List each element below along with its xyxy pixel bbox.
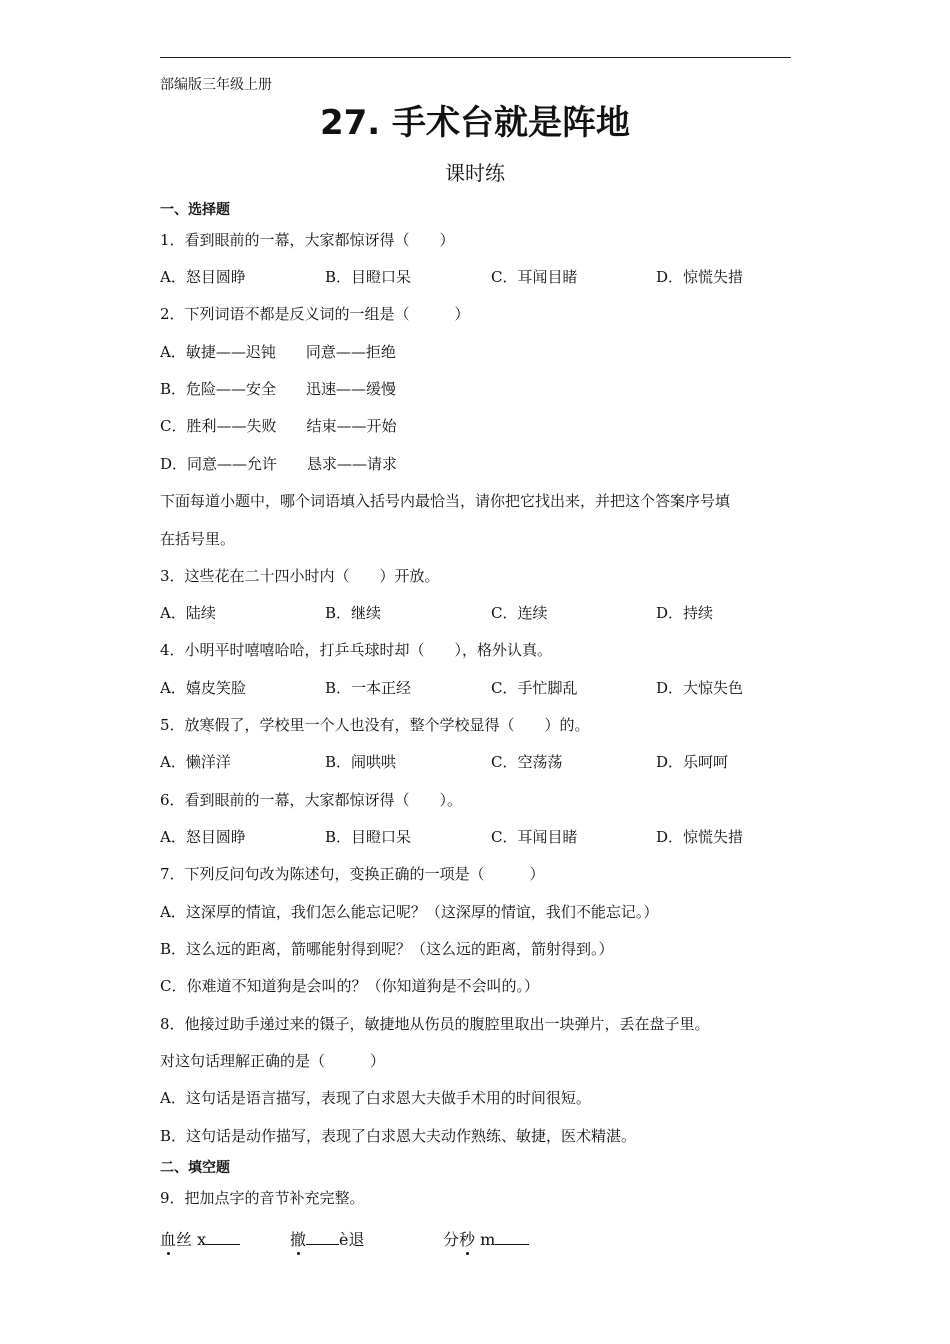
- pinyin-item-3-dotted-char: 秒: [459, 1230, 476, 1249]
- question-4-option-a[interactable]: A．嬉皮笑脸: [160, 679, 246, 697]
- question-1-option-d[interactable]: D．惊慌失措: [656, 268, 744, 286]
- question-4-option-b[interactable]: B．一本正经: [325, 679, 412, 697]
- question-3-option-d[interactable]: D．持续: [656, 604, 714, 622]
- question-8-option-b[interactable]: B．这句话是动作描写，表现了白求恩大夫动作熟练、敏捷，医术精湛。: [160, 1127, 637, 1145]
- question-1-option-c[interactable]: C．耳闻目睹: [491, 268, 578, 286]
- header-rule: [160, 57, 791, 58]
- question-3-stem: 3．这些花在二十四小时内（ ）开放。: [160, 567, 440, 585]
- question-3-option-a[interactable]: A．陆续: [160, 604, 216, 622]
- question-5-option-d[interactable]: D．乐呵呵: [656, 753, 729, 771]
- pinyin-item-1-dotted-char: 血: [160, 1230, 177, 1249]
- pinyin-item-2: [290, 1229, 365, 1250]
- pinyin-item-2-blank[interactable]: [306, 1229, 339, 1245]
- pinyin-item-3: [443, 1229, 529, 1250]
- pinyin-item-1-mid: 丝 x: [176, 1230, 207, 1249]
- section-choice-heading: 一、选择题: [160, 202, 230, 218]
- page-subtitle: 课时练: [445, 161, 505, 185]
- question-4-option-c[interactable]: C．手忙脚乱: [491, 679, 578, 697]
- question-2-stem: 2．下列词语不都是反义词的一组是（ ）: [160, 305, 470, 323]
- pinyin-item-3-pre: 分: [443, 1230, 460, 1249]
- question-6-option-d[interactable]: D．惊慌失措: [656, 828, 744, 846]
- question-2-option-b[interactable]: B．危险——安全 迅速——缓慢: [160, 380, 397, 398]
- question-5-option-c[interactable]: C．空荡荡: [491, 753, 563, 771]
- pinyin-item-2-dotted-char: 撤: [290, 1230, 307, 1249]
- pinyin-item-3-mid: m: [475, 1230, 496, 1249]
- question-9-stem: 9．把加点字的音节补充完整。: [160, 1189, 365, 1207]
- instruction-line-2: 在括号里。: [160, 530, 236, 548]
- question-8-stem-2: 对这句话理解正确的是（ ）: [160, 1052, 386, 1070]
- question-7-option-a[interactable]: A．这深厚的情谊，我们怎么能忘记呢？（这深厚的情谊，我们不能忘记。）: [160, 903, 659, 921]
- pinyin-item-3-blank[interactable]: [495, 1229, 529, 1245]
- question-7-option-c[interactable]: C．你难道不知道狗是会叫的？（你知道狗是不会叫的。）: [160, 977, 539, 995]
- grade-header: 部编版三年级上册: [160, 77, 272, 93]
- instruction-line-1: 下面每道小题中，哪个词语填入括号内最恰当，请你把它找出来，并把这个答案序号填: [160, 492, 731, 510]
- question-2-option-c[interactable]: C．胜利——失败 结束——开始: [160, 417, 397, 435]
- pinyin-item-1: [160, 1229, 240, 1250]
- question-3-option-c[interactable]: C．连续: [491, 604, 548, 622]
- question-6-option-a[interactable]: A．怒目圆睁: [160, 828, 246, 846]
- pinyin-item-2-post: è退: [339, 1230, 365, 1249]
- section-fill-heading: 二、填空题: [160, 1160, 230, 1176]
- question-8-option-a[interactable]: A．这句话是语言描写，表现了白求恩大夫做手术用的时间很短。: [160, 1089, 591, 1107]
- question-1-stem: 1．看到眼前的一幕，大家都惊讶得（ ）: [160, 231, 455, 249]
- question-2-option-a[interactable]: A．敏捷——迟钝 同意——拒绝: [160, 343, 396, 361]
- question-4-stem: 4．小明平时嘻嘻哈哈，打乒乓球时却（ ），格外认真。: [160, 641, 553, 659]
- question-7-stem: 7．下列反问句改为陈述句，变换正确的一项是（ ）: [160, 865, 545, 883]
- question-1-option-b[interactable]: B．目瞪口呆: [325, 268, 412, 286]
- question-8-stem: 8．他接过助手递过来的镊子，敏捷地从伤员的腹腔里取出一块弹片，丢在盘子里。: [160, 1015, 710, 1033]
- pinyin-item-1-blank[interactable]: [206, 1229, 240, 1245]
- question-7-option-b[interactable]: B．这么远的距离，箭哪能射得到呢？（这么远的距离，箭射得到。）: [160, 940, 614, 958]
- page-title: 27. 手术台就是阵地: [319, 103, 631, 143]
- question-3-option-b[interactable]: B．继续: [325, 604, 382, 622]
- question-6-option-c[interactable]: C．耳闻目睹: [491, 828, 578, 846]
- question-4-option-d[interactable]: D．大惊失色: [656, 679, 744, 697]
- question-2-option-d[interactable]: D．同意——允许 恳求——请求: [160, 455, 398, 473]
- question-6-option-b[interactable]: B．目瞪口呆: [325, 828, 412, 846]
- question-6-stem: 6．看到眼前的一幕，大家都惊讶得（ ）。: [160, 791, 463, 809]
- question-1-option-a[interactable]: A．怒目圆睁: [160, 268, 246, 286]
- question-5-stem: 5．放寒假了，学校里一个人也没有，整个学校显得（ ）的。: [160, 716, 590, 734]
- question-5-option-a[interactable]: A．懒洋洋: [160, 753, 231, 771]
- question-5-option-b[interactable]: B．闹哄哄: [325, 753, 397, 771]
